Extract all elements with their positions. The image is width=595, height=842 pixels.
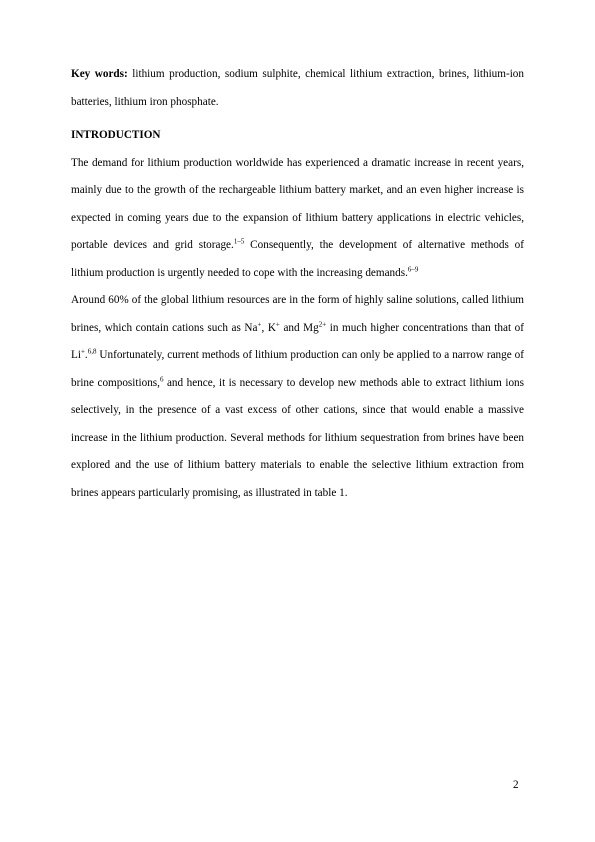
section-heading-introduction: INTRODUCTION bbox=[71, 129, 161, 141]
p2-citation-2: 6 bbox=[159, 374, 164, 383]
p2-text-7: and hence, it is necessary to develop new methods able to extract lithium ions selectively, in the presence of a vast excess of other cations, since that would enable a massive increase in the lithium production. Several methods for lithium sequestration from brines have been explored and the use of lithium battery materials to enable the selective lithium extraction from brines appears particularly promising, as illustrated in table 1. bbox=[71, 376, 524, 499]
keywords-text: lithium production, sodium sulphite, chemical lithium extraction, brines, lithium-ion batteries, lithium iron phosphate. bbox=[71, 68, 524, 108]
p2-text-4: in much higher concentrations than that of Li bbox=[71, 321, 525, 361]
p2-charge-na: + bbox=[257, 319, 262, 328]
p2-charge-k: + bbox=[275, 319, 280, 328]
p2-charge-mg: 2+ bbox=[318, 319, 327, 328]
intro-paragraph-2 bbox=[71, 287, 524, 507]
p1-text-2: Consequently, the development of alternative methods of lithium production is urgently needed to cope with the increasing demands. bbox=[71, 239, 524, 279]
p2-text-6: Unfortunately, current methods of lithium production can only be applied to a narrow range of brine compositions, bbox=[71, 349, 524, 389]
page-content bbox=[71, 61, 524, 507]
p2-citation-1: 6,8 bbox=[87, 347, 97, 356]
keywords-label: Key words: bbox=[71, 68, 128, 80]
p2-text-3: and Mg bbox=[279, 321, 319, 334]
keywords-paragraph bbox=[71, 61, 524, 116]
p1-citation-2: 6–9 bbox=[407, 264, 419, 273]
intro-paragraph-1 bbox=[71, 150, 524, 288]
p1-citation-1: 1–5 bbox=[233, 237, 245, 246]
p2-charge-li: + bbox=[80, 347, 85, 356]
page-number: 2 bbox=[513, 779, 519, 791]
p2-text-2: , K bbox=[261, 321, 276, 334]
p1-text-1: The demand for lithium production worldwide has experienced a dramatic increase in recent years, mainly due to the growth of the rechargeable lithium battery market, and an even higher increase is expected in coming years due to the expansion of lithium battery applications in electric vehicles, portable devices and grid storage. bbox=[71, 156, 524, 251]
p2-text-5: . bbox=[84, 349, 88, 361]
p2-text-1: Around 60% of the global lithium resources are in the form of highly saline solutions, called lithium brines, which contain cations such as Na bbox=[71, 294, 524, 334]
